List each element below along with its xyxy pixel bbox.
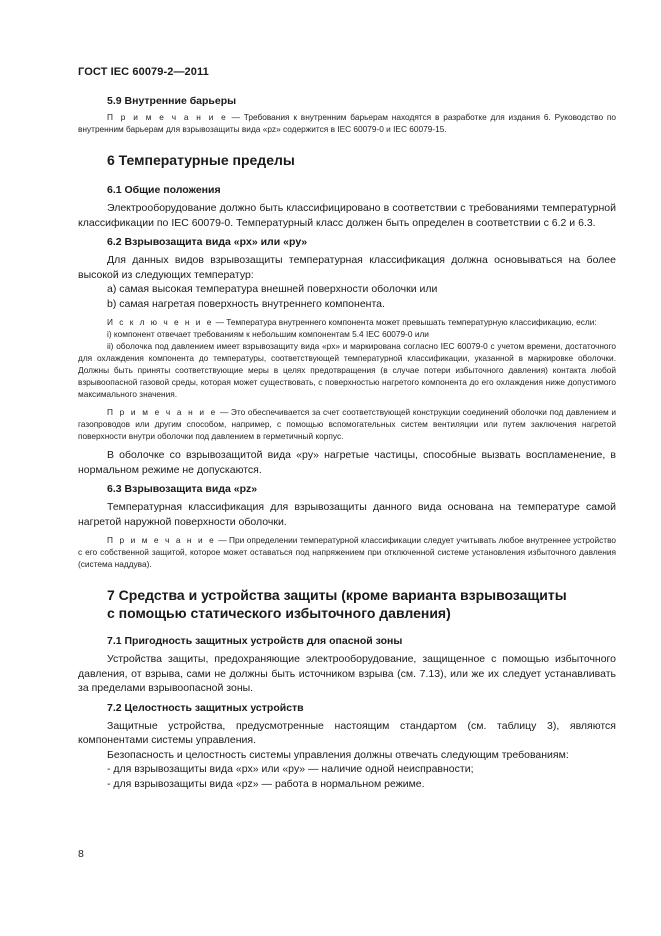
- exception-item-ii: ii) оболочка под давлением имеет взрывозащиту вида «px» и маркирована согласно IEC 60079-0 с учетом времени, достаточного для охлаждения компонента до температуры, соответствующей температурной классификации, указанной в маркировке оболочки. Должны быть приняты соответствующие меры в целях предотвращения (в случае потери избыточного давления) контакта любой взрывоопасной газовой среды, которая может существовать, с поверхностью нагретого компонента до его охлаждения ниже допустимого максимального значения.: [78, 341, 616, 399]
- section-6-3-note: П р и м е ч а н и е — При определении температурной классификации следует учитывать любое внутреннее устройство с его собственной защитой, которое может оставаться под напряжением при отключенной системе установления избыточного давления (система наддува).: [78, 535, 617, 569]
- section-6-2-note: П р и м е ч а н и е — Это обеспечивается за счет соответствующей конструкции соединений оболочки под давлением и газопроводов или другим способом, например, с помощью вспомогательных систем вентиляции или путем заключения нагретой поверхности внутри оболочки под давлением в герметичный корпус.: [78, 407, 616, 441]
- section-6-3-text: Температурная классификация для взрывозащиты данного вида основана на температуре самой нагретой наружной поверхности оболочки.: [78, 501, 616, 528]
- section-5-9-note: П р и м е ч а н и е — Требования к внутренним барьерам находятся в разработке для издания 6. Руководство по внутренним барьерам для взрывозащиты вида «pz» содержится в IEC 60079-0 и IEC 60079-15.: [78, 112, 616, 134]
- exception-item-i: i) компонент отвечает требованиям к небольшим компонентам 5.4 IEC 60079-0 или: [107, 329, 429, 339]
- section-7-1-text: Устройства защиты, предохраняющие электрооборудование, защищенное с помощью избыточного давления, от взрыва, сами не должны быть источником взрыва (см. 7.13), или же их следует устанавливать за пределами взрывоопасной зоны.: [78, 653, 616, 694]
- section-6-title: 6 Температурные пределы: [107, 152, 295, 168]
- section-7-2-text-1: Защитные устройства, предусмотренные настоящим стандартом (см. таблицу 3), являются компонентами системы управления.: [78, 719, 616, 746]
- section-6-2-text: Для данных видов взрывозащиты температурная классификация должна основываться на более высокой из следующих температур:: [78, 254, 616, 281]
- section-7-title: [78, 586, 616, 622]
- section-6-2-item-a: a) самая высокая температура внешней поверхности оболочки или: [107, 283, 438, 295]
- section-7-2-item-2: - для взрывозащиты вида «pz» — работа в нормальном режиме.: [107, 777, 425, 790]
- exception-note: И с к л ю ч е н и е — Температура внутреннего компонента может превышать температурную классификацию, если:: [107, 317, 597, 327]
- section-6-3-title: 6.3 Взрывозащита вида «pz»: [107, 483, 258, 495]
- section-7-2-text-2: Безопасность и целостность системы управления должны отвечать следующим требованиям:: [107, 748, 569, 761]
- section-7-title-line-1: 7 Средства и устройства защиты (кроме варианта взрывозащиты: [107, 587, 567, 603]
- page-content: [78, 94, 616, 791]
- section-5-9-title: 5.9 Внутренние барьеры: [107, 95, 237, 107]
- page-number: 8: [78, 848, 84, 860]
- section-7-2-item-1: - для взрывозащиты вида «px» или «py» — наличие одной неисправности;: [107, 763, 474, 775]
- section-7-title-line-2: с помощью статического избыточного давления): [107, 605, 451, 621]
- section-6-2-py-text: В оболочке со взрывозащитой вида «py» нагретые частицы, способные вызвать воспламенение, в нормальном режиме не допускаются.: [78, 449, 616, 476]
- section-6-1-text: Электрооборудование должно быть классифицировано в соответствии с требованиями температурной классификации по IEC 60079-0. Температурный класс должен быть определен в соответствии с 6.2 и 6.3.: [78, 202, 616, 229]
- section-6-2-item-b: b) самая нагретая поверхность внутреннего компонента.: [107, 297, 385, 310]
- section-6-1-title: 6.1 Общие положения: [107, 184, 221, 196]
- section-7-1-title: 7.1 Пригодность защитных устройств для опасной зоны: [107, 635, 403, 647]
- section-7-2-title: 7.2 Целостность защитных устройств: [107, 701, 304, 714]
- document-header: ГОСТ IEC 60079-2—2011: [78, 66, 209, 78]
- section-6-2-title: 6.2 Взрывозащита вида «px» или «py»: [107, 236, 308, 248]
